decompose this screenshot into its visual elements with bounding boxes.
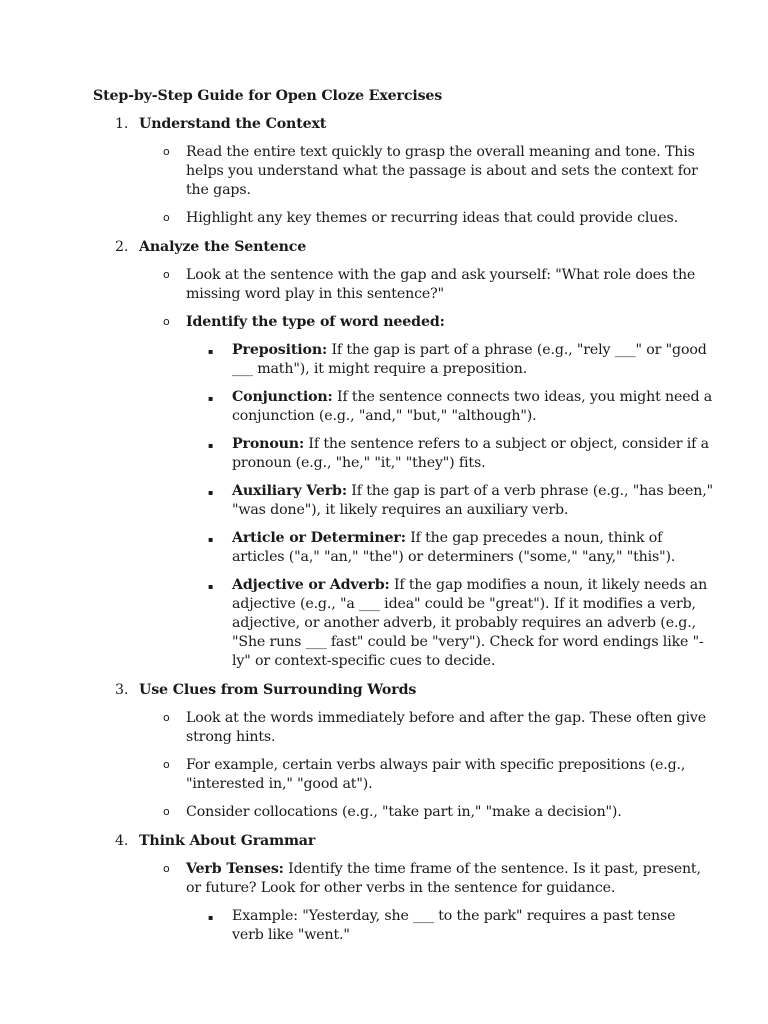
list-item-text bbox=[186, 209, 693, 228]
list-item-line: Read the entire text quickly to grasp the overall meaning and tone. This bbox=[186, 144, 695, 160]
list-item-text bbox=[186, 313, 693, 332]
square-bullet-icon: ▪ bbox=[208, 582, 214, 591]
sub-item-text bbox=[232, 529, 693, 567]
circle-bullet-icon: o bbox=[163, 211, 170, 224]
sub-item-line: "She runs ___ fast" could be "very"). Check for word endings like "- bbox=[232, 634, 704, 650]
section-number: 2. bbox=[115, 239, 129, 255]
sub-item-line: Auxiliary Verb: If the gap is part of a verb phrase (e.g., "has been," bbox=[232, 483, 713, 499]
sub-item-term: Article or Determiner: bbox=[232, 530, 406, 546]
sub-item-text bbox=[232, 341, 707, 379]
sub-item-line: Preposition: If the gap is part of a phrase (e.g., "rely ___" or "good bbox=[232, 342, 707, 358]
list-item-line: helps you understand what the passage is about and sets the context for bbox=[186, 163, 698, 179]
sub-item bbox=[186, 576, 708, 671]
list-item-text bbox=[186, 756, 693, 794]
sub-item-text bbox=[232, 907, 693, 945]
section-heading: Think About Grammar bbox=[139, 833, 316, 849]
list-item bbox=[139, 209, 693, 228]
sub-item-text bbox=[232, 388, 713, 426]
section-2 bbox=[93, 238, 713, 671]
square-bullet-icon: ▪ bbox=[208, 441, 214, 450]
sub-item-term: Conjunction: bbox=[232, 389, 333, 405]
list-item-term: Verb Tenses: bbox=[186, 861, 284, 877]
list-item bbox=[139, 803, 693, 822]
section-4 bbox=[93, 832, 701, 945]
sub-item-line: Pronoun: If the sentence refers to a subject or object, consider if a bbox=[232, 436, 709, 452]
list-item-line: Look at the sentence with the gap and ask yourself: "What role does the bbox=[186, 267, 696, 283]
circle-bullet-icon: o bbox=[163, 268, 170, 281]
list-item bbox=[139, 143, 698, 200]
list-item-line: Consider collocations (e.g., "take part in," "make a decision"). bbox=[186, 804, 622, 820]
section-items bbox=[139, 709, 707, 822]
list-item-line: or future? Look for other verbs in the sentence for guidance. bbox=[186, 880, 616, 896]
section-heading: Use Clues from Surrounding Words bbox=[139, 682, 417, 698]
square-bullet-icon: ▪ bbox=[208, 347, 214, 356]
square-bullet-icon: ▪ bbox=[208, 488, 214, 497]
sub-item bbox=[186, 907, 693, 945]
section-heading: Analyze the Sentence bbox=[139, 239, 307, 255]
list-item-line: the gaps. bbox=[186, 182, 251, 198]
list-item-line: Look at the words immediately before and after the gap. These often give bbox=[186, 710, 707, 726]
sub-item-line: Conjunction: If the sentence connects two ideas, you might need a bbox=[232, 389, 713, 405]
section-1 bbox=[93, 115, 698, 228]
list-item-line: strong hints. bbox=[186, 729, 276, 745]
sub-item-line: Article or Determiner: If the gap precedes a noun, think of bbox=[232, 530, 663, 546]
sub-item-line: Example: "Yesterday, she ___ to the park" requires a past tense bbox=[232, 908, 676, 924]
list-item bbox=[139, 313, 713, 671]
circle-bullet-icon: o bbox=[163, 862, 170, 875]
section-number: 4. bbox=[115, 833, 129, 849]
list-item-bold: Identify the type of word needed: bbox=[186, 314, 445, 330]
square-bullet-icon: ▪ bbox=[208, 913, 214, 922]
sub-item-term: Pronoun: bbox=[232, 436, 305, 452]
sub-item-line: Adjective or Adverb: If the gap modifies a noun, it likely needs an bbox=[232, 577, 708, 593]
list-item-text bbox=[186, 266, 696, 304]
sub-item-term: Adjective or Adverb: bbox=[232, 577, 390, 593]
square-bullet-icon: ▪ bbox=[208, 535, 214, 544]
sub-item-line: pronoun (e.g., "he," "it," "they") fits. bbox=[232, 455, 486, 471]
list-item-line: For example, certain verbs always pair with specific prepositions (e.g., bbox=[186, 757, 686, 773]
sub-item-text bbox=[232, 482, 713, 520]
section-items bbox=[139, 860, 701, 945]
sub-item-line: articles ("a," "an," "the") or determiners ("some," "any," "this"). bbox=[232, 549, 676, 565]
section-number: 1. bbox=[115, 116, 129, 132]
square-bullet-icon: ▪ bbox=[208, 394, 214, 403]
sub-items bbox=[186, 907, 693, 945]
sub-item-text bbox=[232, 435, 709, 473]
list-item bbox=[139, 860, 701, 945]
list-item-text bbox=[186, 860, 701, 898]
sub-item-line: "was done"), it likely requires an auxiliary verb. bbox=[232, 502, 569, 518]
list-item-line: Highlight any key themes or recurring ideas that could provide clues. bbox=[186, 210, 679, 226]
section-number: 3. bbox=[115, 682, 129, 698]
list-item-line: missing word play in this sentence?" bbox=[186, 286, 444, 302]
circle-bullet-icon: o bbox=[163, 711, 170, 724]
sub-items bbox=[186, 341, 713, 671]
list-item bbox=[139, 756, 693, 794]
list-item bbox=[139, 266, 696, 304]
sub-item bbox=[186, 435, 709, 473]
sub-item-term: Auxiliary Verb: bbox=[232, 483, 347, 499]
sub-item-line: ___ math"), it might require a preposition. bbox=[232, 361, 528, 377]
sub-item-text bbox=[232, 576, 708, 671]
circle-bullet-icon: o bbox=[163, 315, 170, 328]
list-item-text bbox=[186, 803, 693, 822]
sub-item-line: ly" or context-specific cues to decide. bbox=[232, 653, 496, 669]
sub-item bbox=[186, 529, 693, 567]
list-item-line: Verb Tenses: Identify the time frame of the sentence. Is it past, present, bbox=[186, 861, 701, 877]
sub-item-term: Preposition: bbox=[232, 342, 328, 358]
circle-bullet-icon: o bbox=[163, 145, 170, 158]
circle-bullet-icon: o bbox=[163, 758, 170, 771]
sub-item bbox=[186, 341, 707, 379]
sub-item-line: verb like "went." bbox=[232, 927, 350, 943]
sub-item bbox=[186, 482, 713, 520]
section-heading: Understand the Context bbox=[139, 116, 327, 132]
list-item-text bbox=[186, 709, 707, 747]
section-items bbox=[139, 266, 713, 671]
section-items bbox=[139, 143, 698, 228]
sub-item bbox=[186, 388, 713, 426]
section-3 bbox=[93, 681, 707, 822]
list-item bbox=[139, 709, 707, 747]
sub-item-line: conjunction (e.g., "and," "but," "although"). bbox=[232, 408, 537, 424]
list-item-text bbox=[186, 143, 698, 200]
document-title: Step-by-Step Guide for Open Cloze Exercises bbox=[93, 88, 443, 104]
sub-item-line: adjective, or another adverb, it probably requires an adverb (e.g., bbox=[232, 615, 696, 631]
sub-item-line: adjective (e.g., "a ___ idea" could be "great"). If it modifies a verb, bbox=[232, 596, 696, 612]
circle-bullet-icon: o bbox=[163, 805, 170, 818]
list-item-line: "interested in," "good at"). bbox=[186, 776, 373, 792]
guide-content bbox=[93, 115, 713, 955]
